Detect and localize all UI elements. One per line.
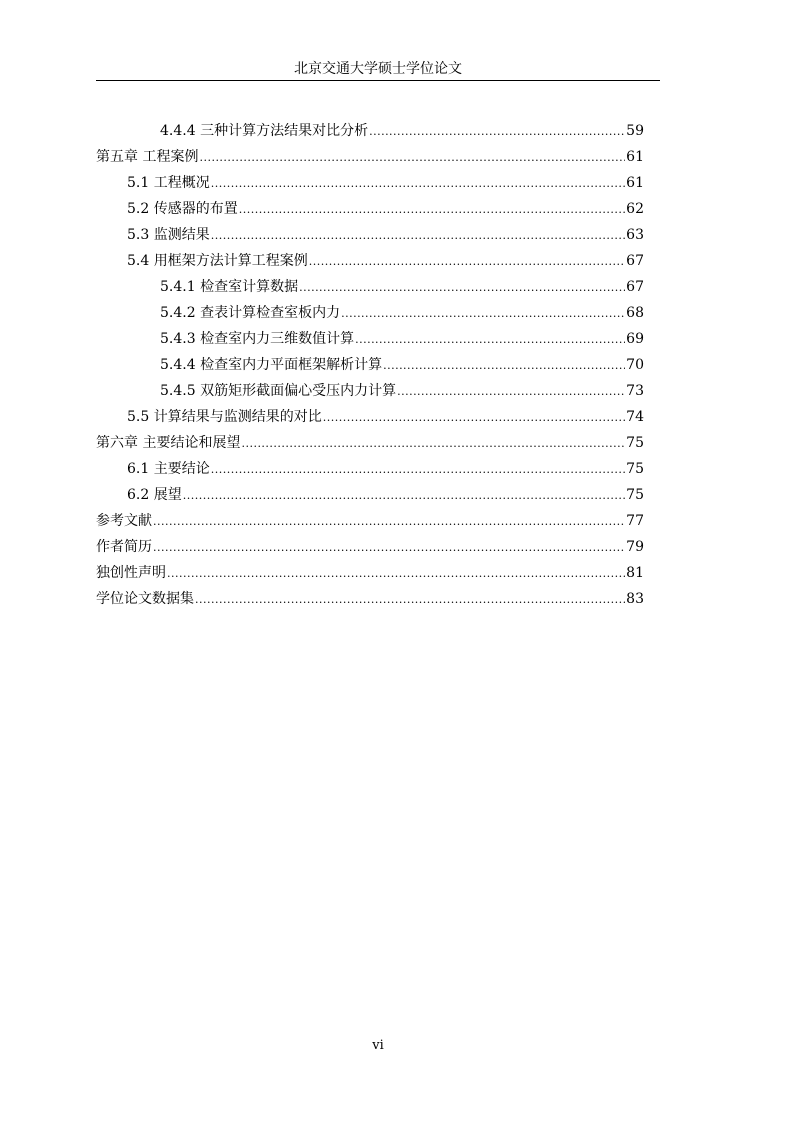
toc-leader-dots xyxy=(183,483,625,509)
toc-entry[interactable] xyxy=(96,534,644,560)
toc-entry-title: 5.4.1 检查室计算数据 xyxy=(160,279,299,295)
toc-entry[interactable] xyxy=(96,300,644,326)
toc-entry-page: 61 xyxy=(626,175,644,191)
toc-entry-title: 5.2 传感器的布置 xyxy=(127,201,238,217)
toc-entry-page: 77 xyxy=(626,513,644,529)
toc-entry-page: 68 xyxy=(626,305,644,321)
toc-leader-dots xyxy=(383,353,625,379)
toc-entry[interactable] xyxy=(96,586,644,612)
toc-entry-title: 6.2 展望 xyxy=(127,487,182,503)
toc-leader-dots xyxy=(199,145,625,171)
toc-leader-dots xyxy=(211,223,625,249)
toc-leader-dots xyxy=(299,275,625,301)
toc-entry-title: 5.4.3 检查室内力三维数值计算 xyxy=(160,331,355,347)
toc-entry-title: 5.4.5 双筋矩形截面偏心受压内力计算 xyxy=(160,383,397,399)
toc-entry-page: 69 xyxy=(626,331,644,347)
toc-entry-page: 63 xyxy=(626,227,644,243)
toc-entry[interactable] xyxy=(96,170,644,196)
toc-entry[interactable] xyxy=(96,378,644,404)
toc-entry-title: 4.4.4 三种计算方法结果对比分析 xyxy=(160,123,369,139)
toc-entry-title: 5.4.2 查表计算检查室板内力 xyxy=(160,305,341,321)
toc-leader-dots xyxy=(167,561,625,587)
toc-leader-dots xyxy=(397,379,625,405)
toc-leader-dots xyxy=(239,197,625,223)
toc-entry-page: 81 xyxy=(626,565,644,581)
page-number: vi xyxy=(372,1038,384,1053)
toc-entry[interactable] xyxy=(96,482,644,508)
toc-entry[interactable] xyxy=(96,274,644,300)
toc-leader-dots xyxy=(153,535,625,561)
toc-entry-page: 74 xyxy=(626,409,644,425)
toc-entry-title: 作者简历 xyxy=(96,539,152,555)
toc-entry-title: 5.3 监测结果 xyxy=(127,227,210,243)
toc-entry-title: 学位论文数据集 xyxy=(96,591,194,607)
toc-entry[interactable] xyxy=(96,196,644,222)
toc-entry[interactable] xyxy=(96,352,644,378)
toc-entry[interactable] xyxy=(96,560,644,586)
toc-leader-dots xyxy=(195,587,625,613)
table-of-contents xyxy=(96,118,644,612)
toc-entry-page: 67 xyxy=(626,279,644,295)
toc-entry-title: 独创性声明 xyxy=(96,565,166,581)
toc-entry[interactable] xyxy=(96,118,644,144)
toc-entry[interactable] xyxy=(96,456,644,482)
toc-entry-page: 73 xyxy=(626,383,644,399)
toc-entry[interactable] xyxy=(96,144,644,170)
toc-entry-title: 第五章 工程案例 xyxy=(96,149,199,165)
toc-entry-page: 59 xyxy=(626,123,644,139)
toc-leader-dots xyxy=(341,301,625,327)
toc-entry[interactable] xyxy=(96,508,644,534)
toc-leader-dots xyxy=(211,457,625,483)
toc-entry-page: 83 xyxy=(626,591,644,607)
page-header: 北京交通大学硕士学位论文 xyxy=(294,61,462,77)
toc-entry-page: 62 xyxy=(626,201,644,217)
toc-entry-page: 75 xyxy=(626,461,644,477)
toc-entry-title: 第六章 主要结论和展望 xyxy=(96,435,241,451)
toc-entry-title: 5.4 用框架方法计算工程案例 xyxy=(127,253,308,269)
toc-entry-title: 5.5 计算结果与监测结果的对比 xyxy=(127,409,322,425)
toc-entry-page: 70 xyxy=(626,357,644,373)
toc-entry[interactable] xyxy=(96,430,644,456)
toc-entry[interactable] xyxy=(96,326,644,352)
toc-entry-title: 参考文献 xyxy=(96,513,152,529)
toc-leader-dots xyxy=(369,119,625,145)
toc-entry-page: 79 xyxy=(626,539,644,555)
toc-entry-page: 75 xyxy=(626,435,644,451)
toc-entry-page: 61 xyxy=(626,149,644,165)
header-rule xyxy=(96,80,660,81)
toc-leader-dots xyxy=(211,171,625,197)
toc-entry[interactable] xyxy=(96,404,644,430)
toc-leader-dots xyxy=(153,509,625,535)
toc-entry-page: 67 xyxy=(626,253,644,269)
toc-entry[interactable] xyxy=(96,248,644,274)
toc-leader-dots xyxy=(309,249,625,275)
toc-entry-title: 6.1 主要结论 xyxy=(127,461,210,477)
toc-entry-page: 75 xyxy=(626,487,644,503)
toc-leader-dots xyxy=(241,431,625,457)
toc-leader-dots xyxy=(323,405,625,431)
toc-entry-title: 5.4.4 检查室内力平面框架解析计算 xyxy=(160,357,383,373)
toc-entry[interactable] xyxy=(96,222,644,248)
toc-entry-title: 5.1 工程概况 xyxy=(127,175,210,191)
toc-leader-dots xyxy=(355,327,625,353)
